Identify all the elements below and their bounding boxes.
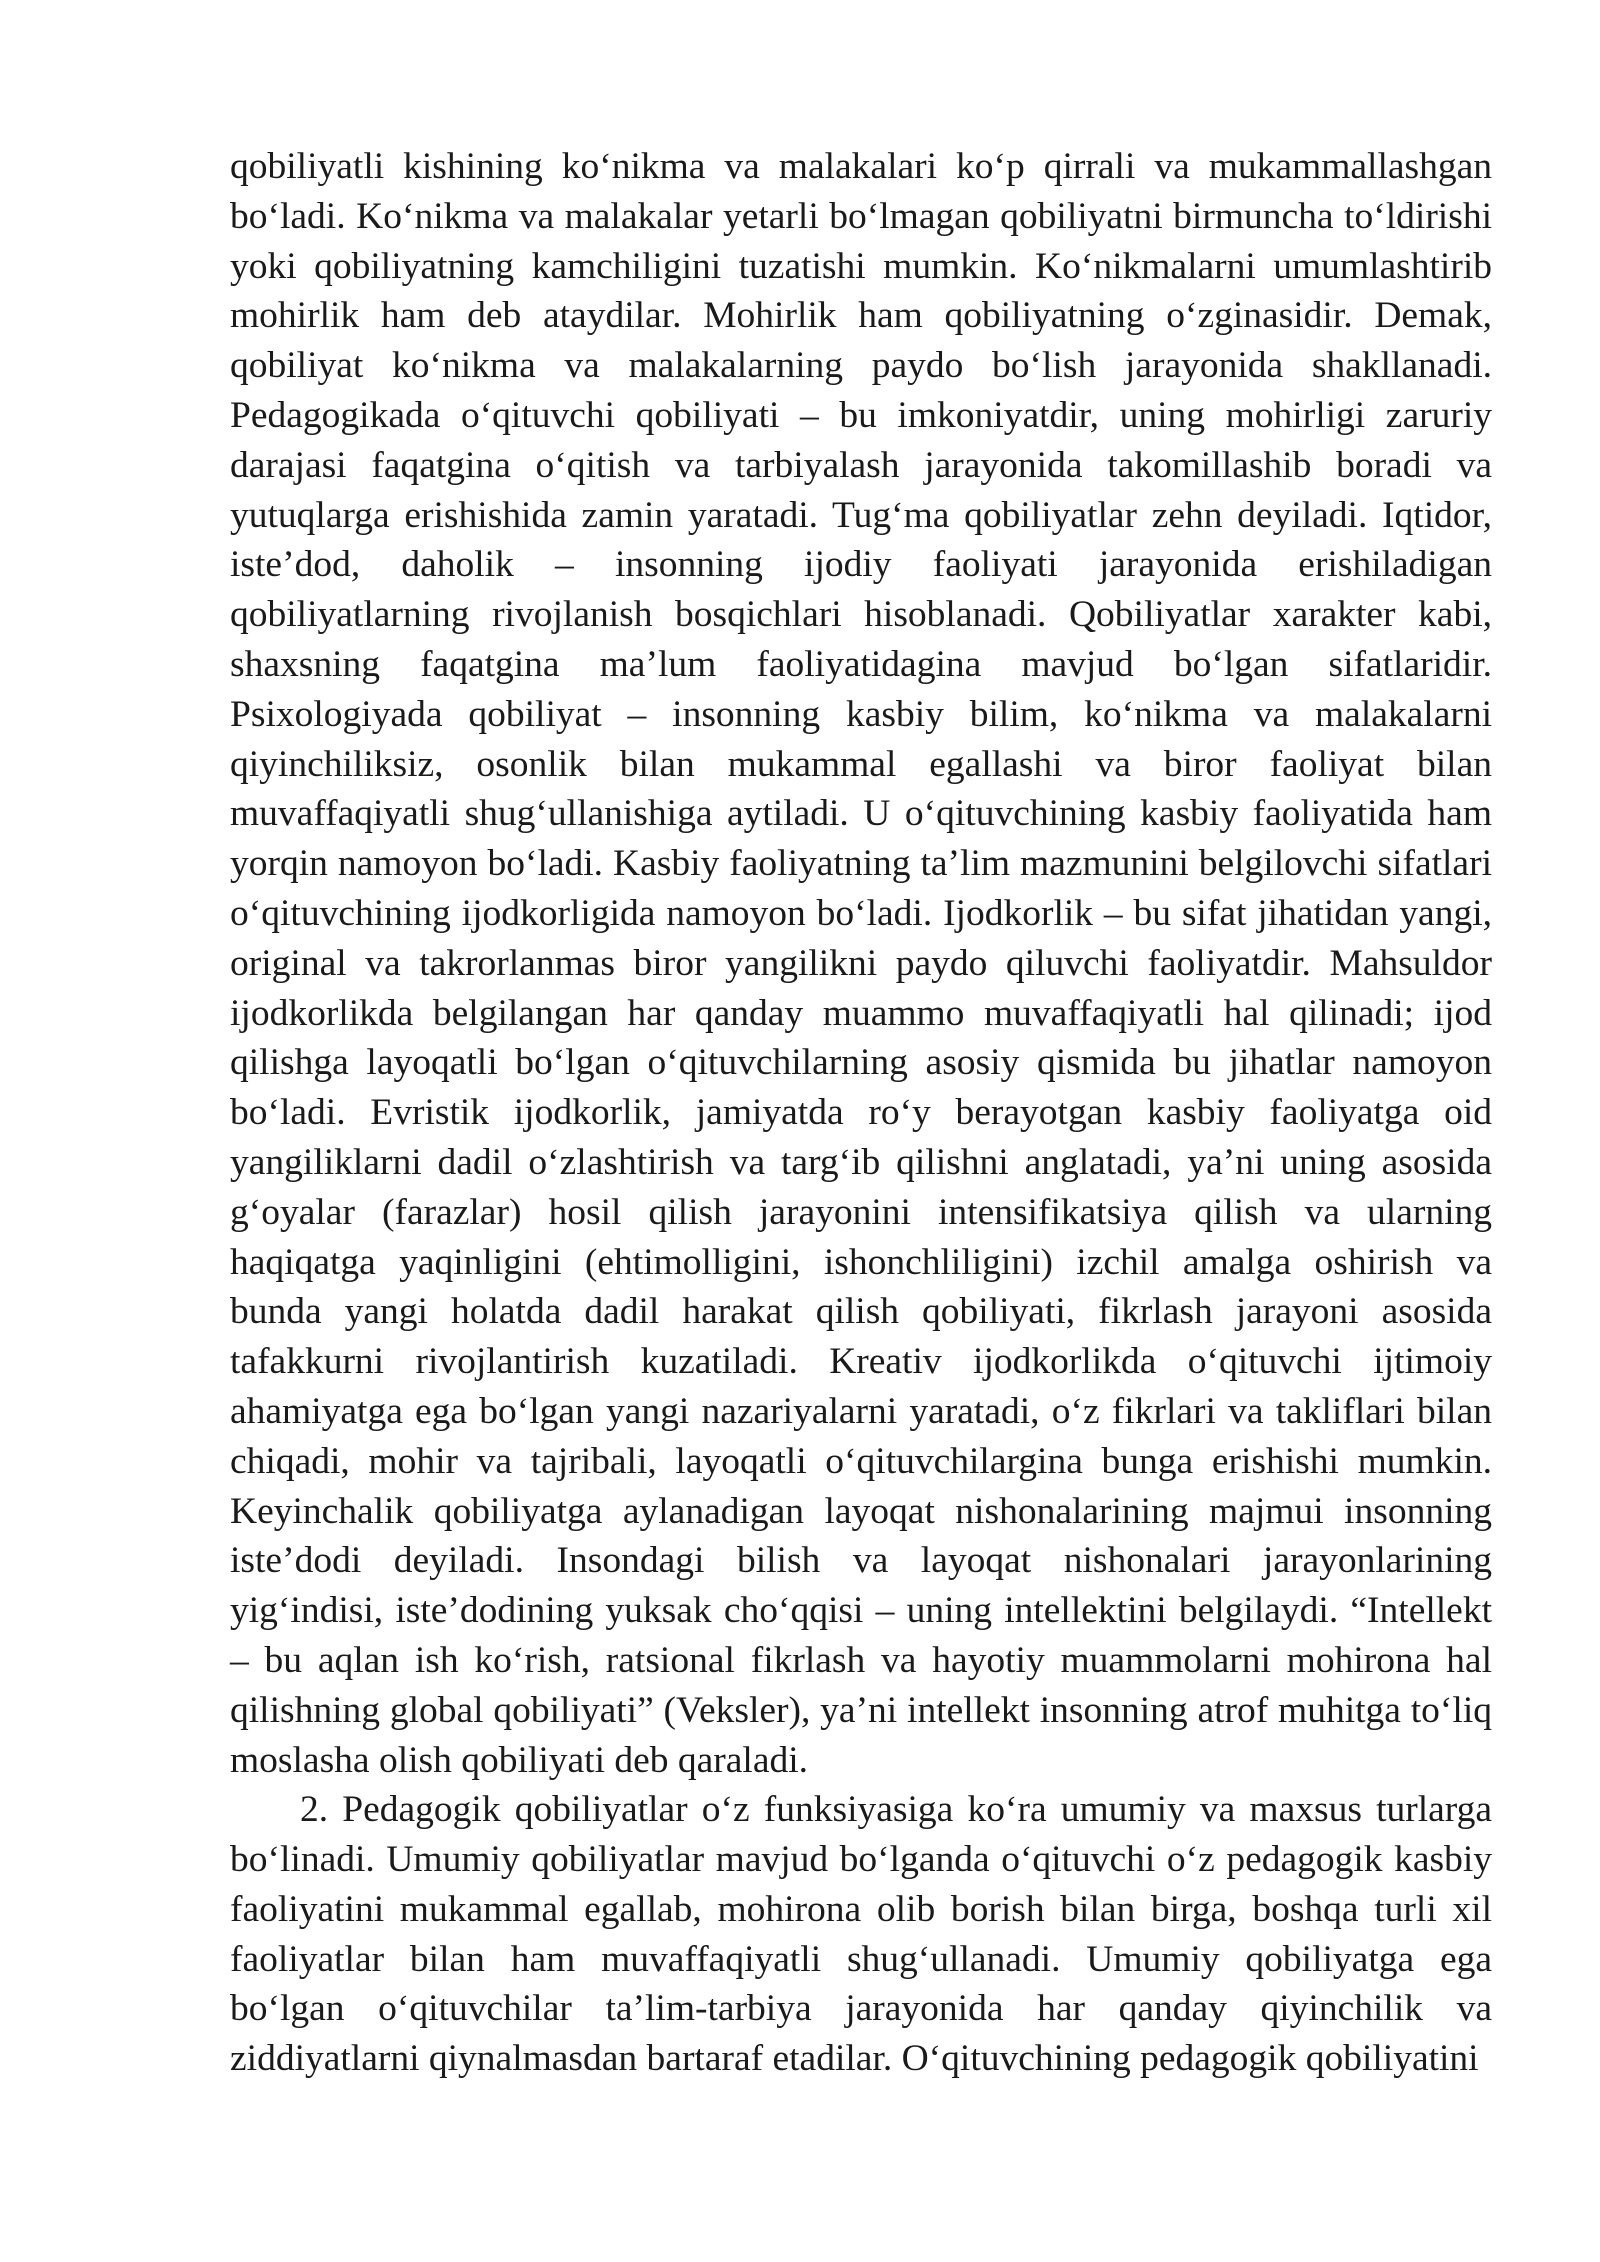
paragraph-continuation: qobiliyatli kishining ko‘nikma va malakalari ko‘p qirrali va mukammallashgan bo‘ladi. Ko‘nikma va malakalar yetarli bo‘lmagan qobiliyatni birmuncha to‘ldirishi yoki qobiliyatning kamchiligini tuzatishi mumkin. Ko‘nikmalarni umumlashtirib mohirlik ham deb ataydilar. Mohirlik ham qobiliyatning o‘zginasidir. Demak, qobiliyat ko‘nikma va malakalarning paydo bo‘lish jarayonida shakllanadi. Pedagogikada o‘qituvchi qobiliyati – bu imkoniyatdir, uning mohirligi zaruriy darajasi faqatgina o‘qitish va tarbiyalash jarayonida takomillashib boradi va yutuqlarga erishishida zamin yaratadi. Tug‘ma qobiliyatlar zehn deyiladi. Iqtidor, iste’dod, daholik – insonning ijodiy faoliyati jarayonida erishiladigan qobiliyatlarning rivojlanish bosqichlari hisoblanadi. Qobiliyatlar xarakter kabi, shaxsning faqatgina ma’lum faoliyatidagina mavjud bo‘lgan sifatlaridir. Psixologiyada qobiliyat – insonning kasbiy bilim, ko‘nikma va malakalarni qiyinchiliksiz, osonlik bilan mukammal egallashi va biror faoliyat bilan muvaffaqiyatli shug‘ullanishiga aytiladi. U o‘qituvchining kasbiy faoliyatida ham yorqin namoyon bo‘ladi. Kasbiy faoliyatning ta’lim mazmunini belgilovchi sifatlari o‘qituvchining ijodkorligida namoyon bo‘ladi. Ijodkorlik – bu sifat jihatidan yangi, original va takrorlanmas biror yangilikni paydo qiluvchi faoliyatdir. Mahsuldor ijodkorlikda belgilangan har qanday muammo muvaffaqiyatli hal qilinadi; ijod qilishga layoqatli bo‘lgan o‘qituvchilarning asosiy qismida bu jihatlar namoyon bo‘ladi. Evristik ijodkorlik, jamiyatda ro‘y berayotgan kasbiy faoliyatga oid yangiliklarni dadil o‘zlashtirish va targ‘ib qilishni anglatadi, ya’ni uning asosida g‘oyalar (farazlar) hosil qilish jarayonini intensifikatsiya qilish va ularning haqiqatga yaqinligini (ehtimolligini, ishonchliligini) izchil amalga oshirish va bunda yangi holatda dadil harakat qilish qobiliyati, fikrlash jarayoni asosida tafakkurni rivojlantirish kuzatiladi. Kreativ ijodkorlikda o‘qituvchi ijtimoiy ahamiyatga ega bo‘lgan yangi nazariyalarni yaratadi, o‘z fikrlari va takliflari bilan chiqadi, mohir va tajribali, layoqatli o‘qituvchilargina bunga erishishi mumkin. Keyinchalik qobiliyatga aylanadigan layoqat nishonalarining majmui insonning iste’dodi deyiladi. Insondagi bilish va layoqat nishonalari jarayonlarining yig‘indisi, iste’dodining yuksak cho‘qqisi – uning intellektini belgilaydi. “Intellekt – bu aqlan ish ko‘rish, ratsional fikrlash va hayotiy muammolarni mohirona hal qilishning global qobiliyati” (Veksler), ya’ni intellekt insonning atrof muhitga to‘liq moslasha olish qobiliyati deb qaraladi. [230,146,1492,1781]
body-text [230,142,1492,2084]
paragraph-section-2: 2. Pedagogik qobiliyatlar o‘z funksiyasiga ko‘ra umumiy va maxsus turlarga bo‘linadi. Umumiy qobiliyatlar mavjud bo‘lganda o‘qituvchi o‘z pedagogik kasbiy faoliyatini mukammal egallab, mohirona olib borish bilan birga, boshqa turli xil faoliyatlar bilan ham muvaffaqiyatli shug‘ullanadi. Umumiy qobiliyatga ega bo‘lgan o‘qituvchilar ta’lim-tarbiya jarayonida har qanday qiyinchilik va ziddiyatlarni qiynalmasdan bartaraf etadilar. O‘qituvchining pedagogik qobiliyatini [230,1789,1492,2080]
